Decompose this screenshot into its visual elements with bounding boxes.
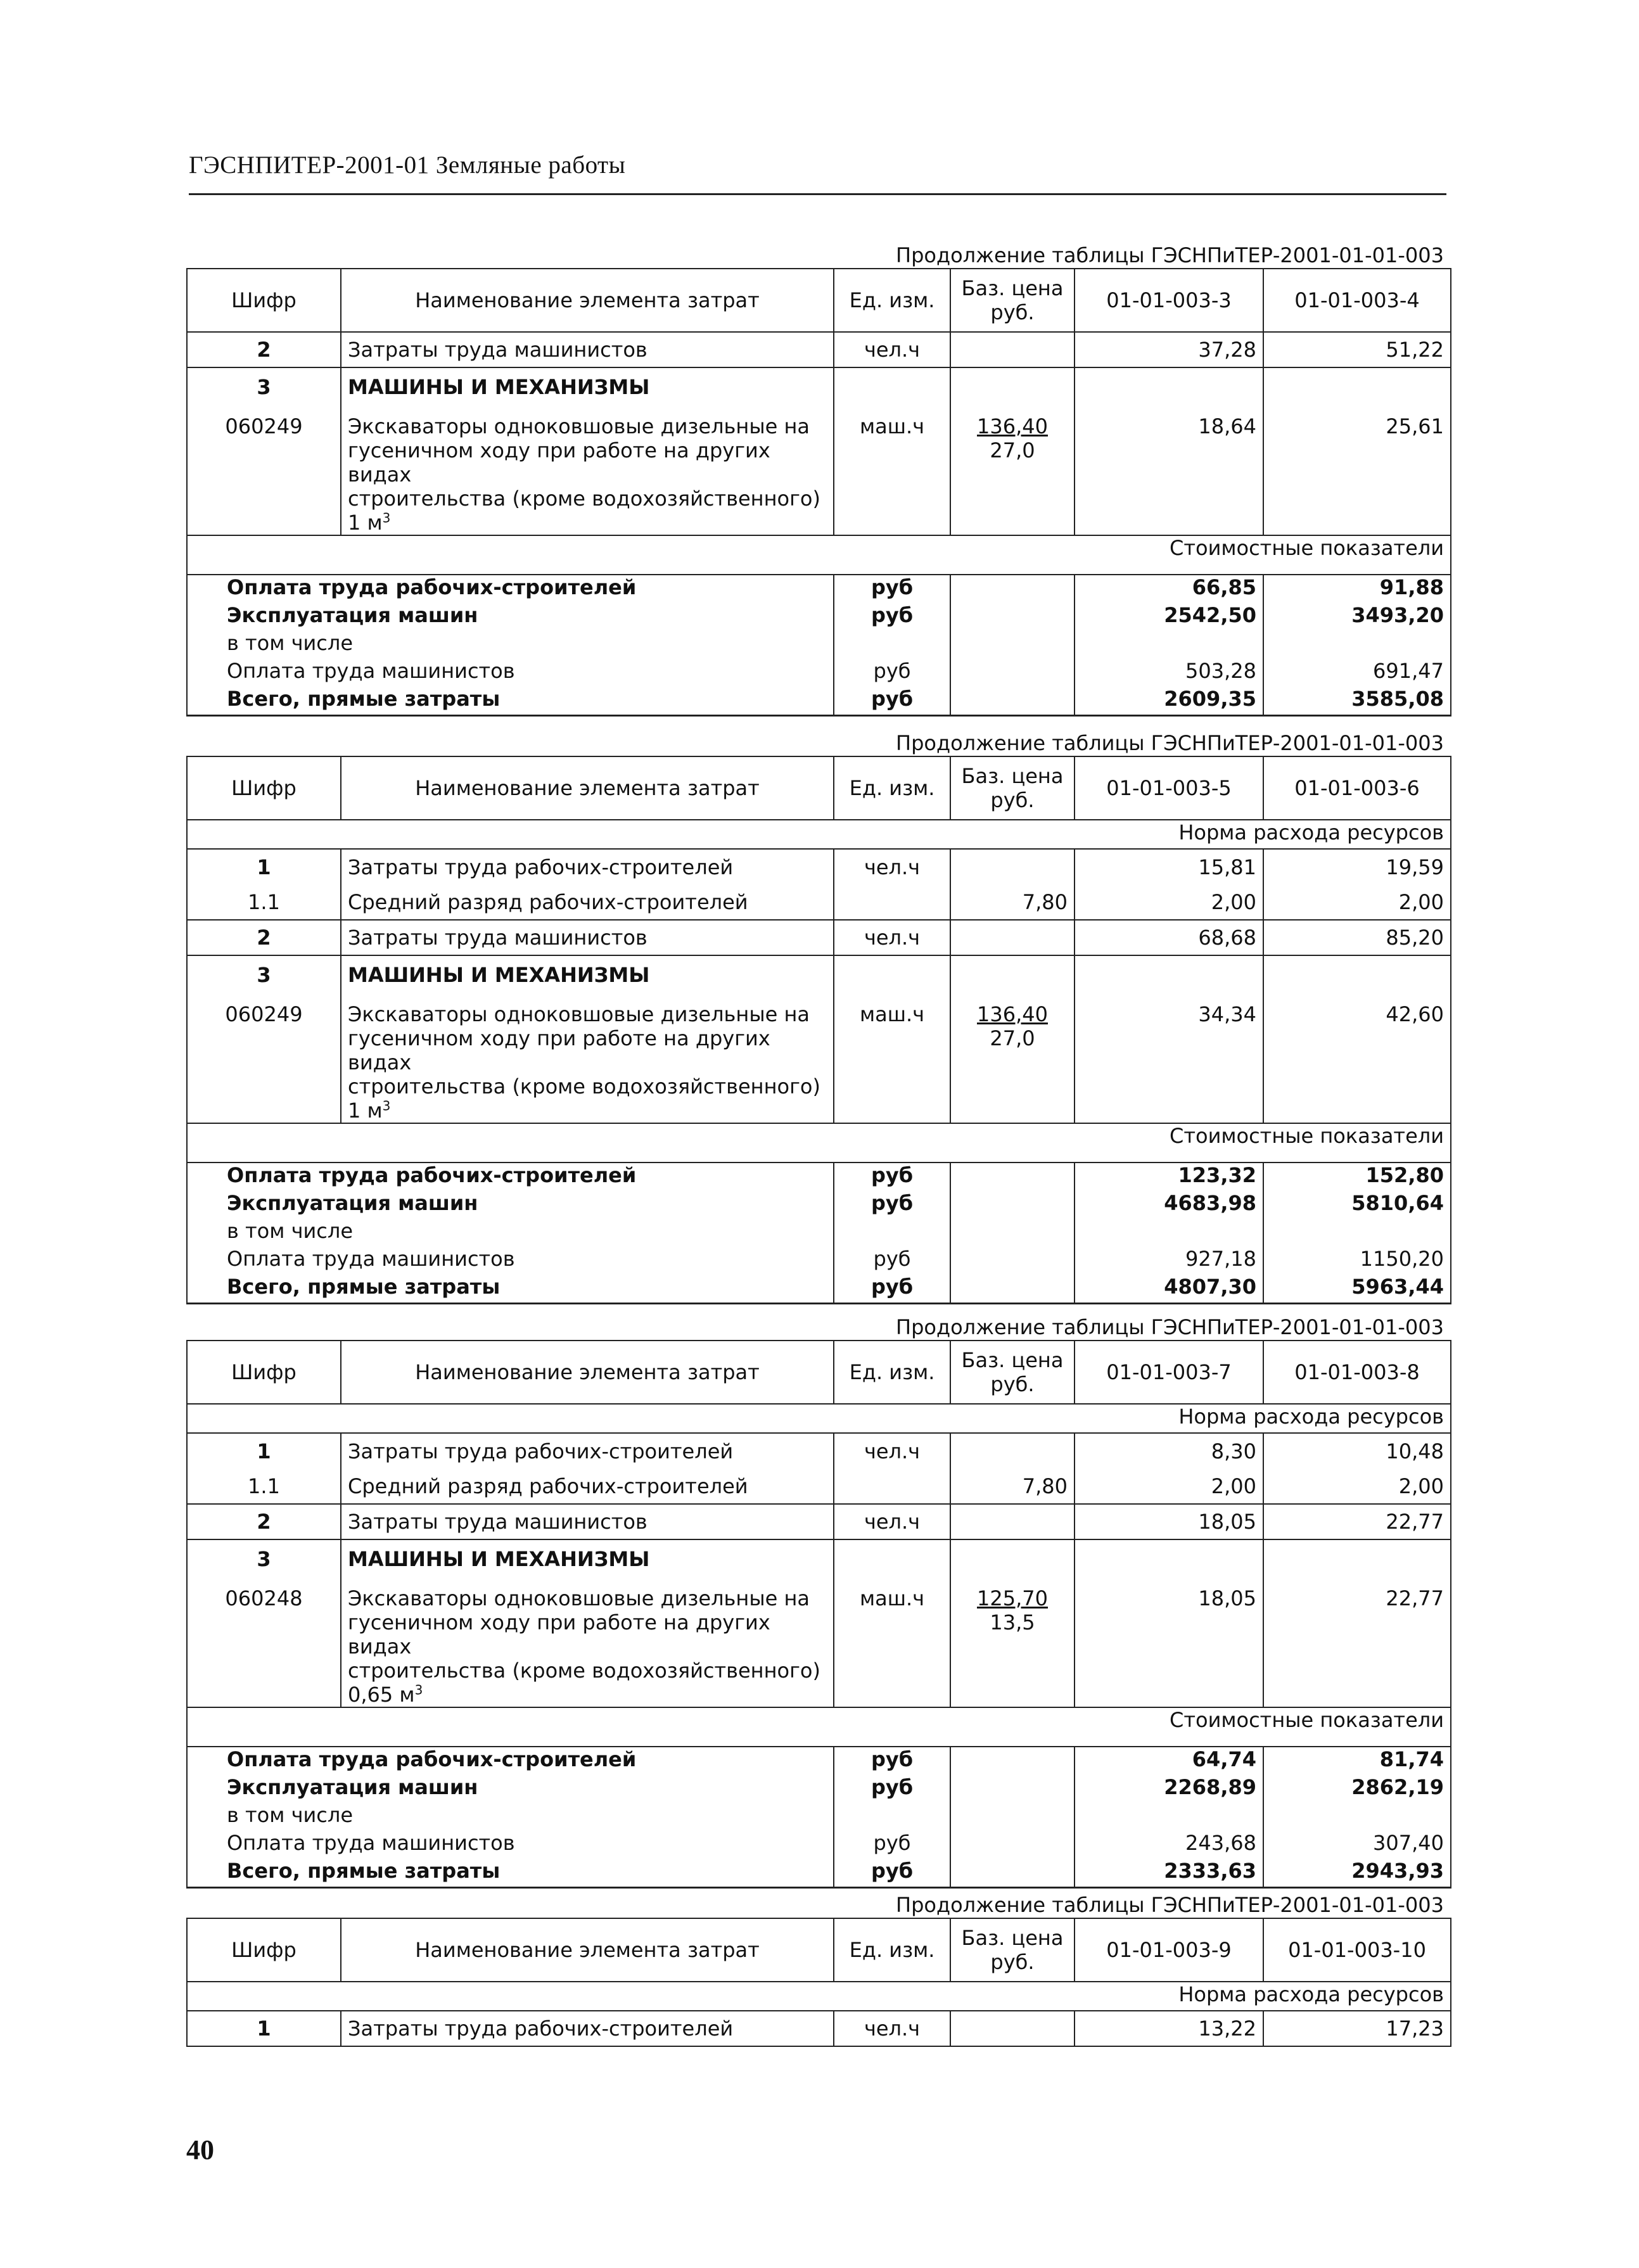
cost-price	[950, 575, 1075, 603]
row-name-line: 0,65 $м^3$	[348, 1682, 423, 1707]
cost-row	[187, 1747, 1451, 1775]
header-name: Наименование элемента затрат	[341, 269, 834, 332]
cost-row	[187, 1803, 1451, 1831]
cost-row	[187, 1219, 1451, 1247]
cost-value-2: 307,40	[1263, 1831, 1451, 1859]
row-code: 3	[187, 955, 341, 993]
cost-value-2: 691,47	[1263, 659, 1451, 687]
cost-price	[950, 1831, 1075, 1859]
table-caption: Продолжение таблицы ГЭСНПиТЕР-2001-01-01-003	[896, 1315, 1444, 1339]
table-header-row	[187, 756, 1451, 820]
running-head: ГЭСНПИТЕР-2001-01 Земляные работы	[189, 151, 626, 179]
row-value-2	[1263, 367, 1451, 405]
cost-row	[187, 603, 1451, 631]
table-row	[187, 1504, 1451, 1539]
row-price: 7,80	[950, 1468, 1075, 1504]
cost-section-row	[187, 535, 1451, 575]
table-row	[187, 332, 1451, 367]
cost-row	[187, 687, 1451, 716]
cost-price	[950, 1747, 1075, 1775]
cost-value-1: 2542,50	[1075, 603, 1263, 631]
table-row	[187, 884, 1451, 920]
row-name	[341, 993, 834, 1123]
table-row	[187, 367, 1451, 405]
row-value-2: 17,23	[1263, 2011, 1451, 2046]
cost-unit	[834, 1803, 950, 1831]
cost-value-1: 2333,63	[1075, 1859, 1263, 1888]
row-unit	[834, 1539, 950, 1577]
row-price	[950, 405, 1075, 535]
price-bottom: 13,5	[990, 1610, 1035, 1634]
row-name: Затраты труда рабочих-строителей	[341, 849, 834, 884]
row-code: 1.1	[187, 1468, 341, 1504]
cost-unit: руб	[834, 1247, 950, 1275]
cost-value-2: 5810,64	[1263, 1191, 1451, 1219]
row-value-2	[1263, 1539, 1451, 1577]
row-name: Затраты труда машинистов	[341, 920, 834, 955]
header-col2: 01-01-003-4	[1263, 269, 1451, 332]
row-price	[950, 1433, 1075, 1468]
cost-price	[950, 1219, 1075, 1247]
cost-value-2: 5963,44	[1263, 1275, 1451, 1304]
table-row	[187, 955, 1451, 993]
cost-section-label: Стоимостные показатели	[187, 1707, 1451, 1747]
cost-label: Всего, прямые затраты	[187, 687, 834, 716]
cost-label: Оплата труда машинистов	[187, 659, 834, 687]
row-price	[950, 367, 1075, 405]
row-name-line: гусеничном ходу при работе на других видах	[348, 438, 770, 487]
cost-row	[187, 1859, 1451, 1888]
row-value-2: 85,20	[1263, 920, 1451, 955]
table-caption: Продолжение таблицы ГЭСНПиТЕР-2001-01-01-003	[896, 731, 1444, 755]
cost-price	[950, 1191, 1075, 1219]
table-header-row	[187, 269, 1451, 332]
cost-value-1	[1075, 1803, 1263, 1831]
row-price	[950, 920, 1075, 955]
row-name: Затраты труда машинистов	[341, 332, 834, 367]
row-name-line: гусеничном ходу при работе на других видах	[348, 1610, 770, 1659]
cost-value-2	[1263, 1219, 1451, 1247]
row-price	[950, 332, 1075, 367]
row-value-1	[1075, 1539, 1263, 1577]
cost-label: Всего, прямые затраты	[187, 1859, 834, 1888]
price-bottom: 27,0	[990, 1026, 1035, 1050]
row-code: 3	[187, 367, 341, 405]
row-code: 1.1	[187, 884, 341, 920]
cost-label: Оплата труда машинистов	[187, 1247, 834, 1275]
resource-table	[186, 1918, 1451, 2047]
resource-table-block	[186, 730, 1450, 1304]
cost-unit: руб	[834, 1191, 950, 1219]
resource-table	[186, 1340, 1451, 1889]
header-price	[950, 756, 1075, 820]
cost-label: в том числе	[187, 1803, 834, 1831]
row-price	[950, 1504, 1075, 1539]
row-unit	[834, 955, 950, 993]
header-price-line2: руб.	[990, 788, 1035, 812]
header-code: Шифр	[187, 1341, 341, 1404]
row-value-1: 18,05	[1075, 1577, 1263, 1707]
cost-price	[950, 687, 1075, 716]
cost-label: Оплата труда рабочих-строителей	[187, 1163, 834, 1191]
row-name: Средний разряд рабочих-строителей	[341, 1468, 834, 1504]
header-col2: 01-01-003-10	[1263, 1918, 1451, 1982]
cost-value-1: 927,18	[1075, 1247, 1263, 1275]
row-name: Затраты труда машинистов	[341, 1504, 834, 1539]
row-code: 1	[187, 1433, 341, 1468]
cost-price	[950, 1803, 1075, 1831]
cost-label: Эксплуатация машин	[187, 1775, 834, 1803]
cost-row	[187, 575, 1451, 603]
row-name-line: строительства (кроме водохозяйственного)	[348, 1659, 820, 1683]
header-name: Наименование элемента затрат	[341, 1341, 834, 1404]
cost-section-row	[187, 1123, 1451, 1163]
cost-label: в том числе	[187, 631, 834, 659]
cost-label: в том числе	[187, 1219, 834, 1247]
row-unit: чел.ч	[834, 849, 950, 884]
table-row	[187, 1577, 1451, 1707]
cost-value-2: 3493,20	[1263, 603, 1451, 631]
norm-label: Норма расхода ресурсов	[187, 1982, 1451, 2011]
cost-label: Оплата труда рабочих-строителей	[187, 575, 834, 603]
row-unit	[834, 367, 950, 405]
row-value-1	[1075, 955, 1263, 993]
price-top: 136,40	[977, 1002, 1048, 1026]
row-value-1: 68,68	[1075, 920, 1263, 955]
row-value-2: 10,48	[1263, 1433, 1451, 1468]
row-value-2: 22,77	[1263, 1504, 1451, 1539]
cost-value-1: 2268,89	[1075, 1775, 1263, 1803]
row-value-2: 42,60	[1263, 993, 1451, 1123]
table-row	[187, 1433, 1451, 1468]
row-code: 060248	[187, 1577, 341, 1707]
cost-price	[950, 603, 1075, 631]
cost-unit: руб	[834, 687, 950, 716]
row-code: 1	[187, 849, 341, 884]
resource-table	[186, 268, 1451, 717]
row-code: 060249	[187, 993, 341, 1123]
cost-value-2	[1263, 1803, 1451, 1831]
cost-value-1: 2609,35	[1075, 687, 1263, 716]
cost-unit: руб	[834, 1775, 950, 1803]
row-code: 1	[187, 2011, 341, 2046]
cost-section-label: Стоимостные показатели	[187, 535, 1451, 575]
row-code: 2	[187, 920, 341, 955]
norm-label-row	[187, 1404, 1451, 1433]
row-value-1	[1075, 367, 1263, 405]
header-rule	[189, 193, 1446, 195]
row-unit: чел.ч	[834, 920, 950, 955]
cost-unit: руб	[834, 1747, 950, 1775]
row-price	[950, 955, 1075, 993]
row-name-line: Экскаваторы одноковшовые дизельные на	[348, 1586, 810, 1610]
price-top: 125,70	[977, 1586, 1048, 1610]
cost-value-2: 81,74	[1263, 1747, 1451, 1775]
header-unit: Ед. изм.	[834, 269, 950, 332]
row-name: Затраты труда рабочих-строителей	[341, 1433, 834, 1468]
row-name	[341, 405, 834, 535]
row-name-line: строительства (кроме водохозяйственного)	[348, 487, 820, 511]
row-unit	[834, 884, 950, 920]
cost-price	[950, 631, 1075, 659]
cost-price	[950, 1163, 1075, 1191]
cost-unit	[834, 1219, 950, 1247]
header-unit: Ед. изм.	[834, 756, 950, 820]
row-value-1: 18,64	[1075, 405, 1263, 535]
table-row	[187, 920, 1451, 955]
row-unit: маш.ч	[834, 1577, 950, 1707]
cost-price	[950, 1775, 1075, 1803]
row-value-1: 37,28	[1075, 332, 1263, 367]
header-price-line1: Баз. цена	[961, 1348, 1064, 1372]
row-value-1: 2,00	[1075, 884, 1263, 920]
row-unit: чел.ч	[834, 1433, 950, 1468]
row-value-1: 2,00	[1075, 1468, 1263, 1504]
cost-value-1: 243,68	[1075, 1831, 1263, 1859]
row-unit: маш.ч	[834, 405, 950, 535]
header-unit: Ед. изм.	[834, 1918, 950, 1982]
cost-unit: руб	[834, 575, 950, 603]
norm-label-row	[187, 1982, 1451, 2011]
cost-row	[187, 1247, 1451, 1275]
cost-unit: руб	[834, 659, 950, 687]
cost-row	[187, 659, 1451, 687]
header-name: Наименование элемента затрат	[341, 1918, 834, 1982]
cost-price	[950, 1859, 1075, 1888]
norm-label: Норма расхода ресурсов	[187, 1404, 1451, 1433]
row-value-2: 19,59	[1263, 849, 1451, 884]
row-price	[950, 1539, 1075, 1577]
row-code: 060249	[187, 405, 341, 535]
row-value-1: 34,34	[1075, 993, 1263, 1123]
table-row	[187, 993, 1451, 1123]
row-value-2: 2,00	[1263, 884, 1451, 920]
cost-row	[187, 1275, 1451, 1304]
norm-label: Норма расхода ресурсов	[187, 820, 1451, 849]
row-name: Затраты труда рабочих-строителей	[341, 2011, 834, 2046]
table-row	[187, 405, 1451, 535]
norm-label-row	[187, 820, 1451, 849]
resource-table-block	[186, 1315, 1450, 1889]
price-bottom: 27,0	[990, 438, 1035, 462]
row-name-line: гусеничном ходу при работе на других видах	[348, 1026, 770, 1074]
header-col1: 01-01-003-3	[1075, 269, 1263, 332]
row-price	[950, 849, 1075, 884]
cost-row	[187, 1831, 1451, 1859]
row-code: 2	[187, 1504, 341, 1539]
row-name-line: Экскаваторы одноковшовые дизельные на	[348, 1002, 810, 1026]
cost-row	[187, 1191, 1451, 1219]
header-code: Шифр	[187, 269, 341, 332]
row-name: МАШИНЫ И МЕХАНИЗМЫ	[341, 367, 834, 405]
price-top: 136,40	[977, 414, 1048, 438]
row-value-2: 25,61	[1263, 405, 1451, 535]
cost-value-2: 1150,20	[1263, 1247, 1451, 1275]
cost-label: Эксплуатация машин	[187, 1191, 834, 1219]
cost-label: Всего, прямые затраты	[187, 1275, 834, 1304]
cost-price	[950, 1275, 1075, 1304]
header-code: Шифр	[187, 756, 341, 820]
header-price-line2: руб.	[990, 300, 1035, 324]
table-row	[187, 2011, 1451, 2046]
row-value-1: 18,05	[1075, 1504, 1263, 1539]
cost-unit: руб	[834, 1275, 950, 1304]
header-price	[950, 269, 1075, 332]
row-value-1: 15,81	[1075, 849, 1263, 884]
row-code: 2	[187, 332, 341, 367]
row-value-2: 51,22	[1263, 332, 1451, 367]
header-price-line2: руб.	[990, 1950, 1035, 1974]
cost-value-2	[1263, 631, 1451, 659]
header-price	[950, 1341, 1075, 1404]
cost-value-2: 3585,08	[1263, 687, 1451, 716]
cost-value-1	[1075, 631, 1263, 659]
cost-value-2: 91,88	[1263, 575, 1451, 603]
row-value-2	[1263, 955, 1451, 993]
row-value-2: 22,77	[1263, 1577, 1451, 1707]
cost-unit	[834, 631, 950, 659]
header-price-line1: Баз. цена	[961, 764, 1064, 788]
cost-value-1: 4683,98	[1075, 1191, 1263, 1219]
row-code: 3	[187, 1539, 341, 1577]
cost-row	[187, 631, 1451, 659]
cost-price	[950, 659, 1075, 687]
page-number: 40	[186, 2134, 214, 2165]
cost-label: Эксплуатация машин	[187, 603, 834, 631]
cost-section-label: Стоимостные показатели	[187, 1123, 1451, 1163]
table-caption: Продолжение таблицы ГЭСНПиТЕР-2001-01-01-003	[896, 1893, 1444, 1917]
table-header-row	[187, 1341, 1451, 1404]
cost-label: Оплата труда рабочих-строителей	[187, 1747, 834, 1775]
row-unit: чел.ч	[834, 2011, 950, 2046]
cost-value-1: 4807,30	[1075, 1275, 1263, 1304]
header-col1: 01-01-003-5	[1075, 756, 1263, 820]
row-price	[950, 993, 1075, 1123]
cost-value-1: 503,28	[1075, 659, 1263, 687]
header-col2: 01-01-003-8	[1263, 1341, 1451, 1404]
header-col2: 01-01-003-6	[1263, 756, 1451, 820]
cost-value-1: 66,85	[1075, 575, 1263, 603]
row-name-line: строительства (кроме водохозяйственного)	[348, 1074, 820, 1099]
cost-label: Оплата труда машинистов	[187, 1831, 834, 1859]
header-price-line2: руб.	[990, 1372, 1035, 1396]
row-value-1: 13,22	[1075, 2011, 1263, 2046]
cost-value-1	[1075, 1219, 1263, 1247]
cost-unit: руб	[834, 1163, 950, 1191]
resource-table-block	[186, 243, 1450, 717]
row-unit: чел.ч	[834, 332, 950, 367]
cost-section-row	[187, 1707, 1451, 1747]
row-name: Средний разряд рабочих-строителей	[341, 884, 834, 920]
cost-value-1: 123,32	[1075, 1163, 1263, 1191]
row-value-1: 8,30	[1075, 1433, 1263, 1468]
header-price-line1: Баз. цена	[961, 276, 1064, 300]
header-col1: 01-01-003-9	[1075, 1918, 1263, 1982]
cost-unit: руб	[834, 603, 950, 631]
row-price	[950, 2011, 1075, 2046]
cost-unit: руб	[834, 1859, 950, 1888]
cost-row	[187, 1775, 1451, 1803]
table-row	[187, 849, 1451, 884]
header-price	[950, 1918, 1075, 1982]
resource-table	[186, 756, 1451, 1304]
cost-value-2: 2943,93	[1263, 1859, 1451, 1888]
row-unit: маш.ч	[834, 993, 950, 1123]
table-row	[187, 1468, 1451, 1504]
header-code: Шифр	[187, 1918, 341, 1982]
header-col1: 01-01-003-7	[1075, 1341, 1263, 1404]
resource-table-block	[186, 1892, 1450, 2047]
row-price: 7,80	[950, 884, 1075, 920]
header-price-line1: Баз. цена	[961, 1926, 1064, 1950]
header-unit: Ед. изм.	[834, 1341, 950, 1404]
cost-unit: руб	[834, 1831, 950, 1859]
row-name: МАШИНЫ И МЕХАНИЗМЫ	[341, 1539, 834, 1577]
row-unit	[834, 1468, 950, 1504]
row-unit: чел.ч	[834, 1504, 950, 1539]
row-name-line: Экскаваторы одноковшовые дизельные на	[348, 414, 810, 438]
row-name-line: 1 $м^3$	[348, 510, 391, 535]
cost-value-1: 64,74	[1075, 1747, 1263, 1775]
cost-price	[950, 1247, 1075, 1275]
row-name: МАШИНЫ И МЕХАНИЗМЫ	[341, 955, 834, 993]
table-header-row	[187, 1918, 1451, 1982]
cost-row	[187, 1163, 1451, 1191]
table-row	[187, 1539, 1451, 1577]
row-name	[341, 1577, 834, 1707]
header-name: Наименование элемента затрат	[341, 756, 834, 820]
row-price	[950, 1577, 1075, 1707]
table-caption: Продолжение таблицы ГЭСНПиТЕР-2001-01-01-003	[896, 243, 1444, 267]
row-name-line: 1 $м^3$	[348, 1098, 391, 1123]
row-value-2: 2,00	[1263, 1468, 1451, 1504]
cost-value-2: 2862,19	[1263, 1775, 1451, 1803]
cost-value-2: 152,80	[1263, 1163, 1451, 1191]
